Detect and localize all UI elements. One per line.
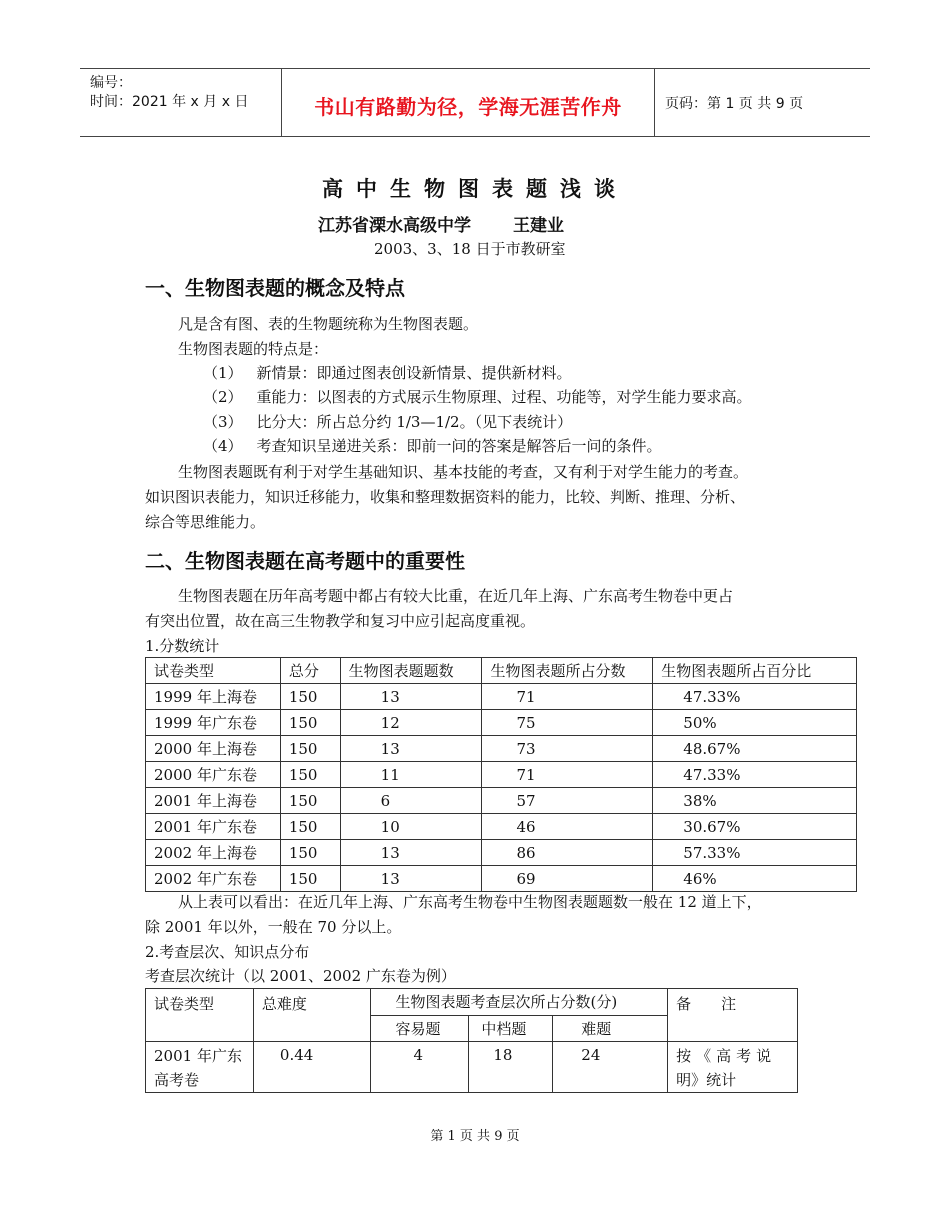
table-row bbox=[146, 684, 857, 710]
table-cell: 46 bbox=[482, 814, 653, 840]
table-row bbox=[146, 736, 857, 762]
section1-heading: 一、生物图表题的概念及特点 bbox=[145, 276, 405, 300]
list-item-text: 考查知识呈递进关系：即前一问的答案是解答后一问的条件。 bbox=[256, 437, 662, 455]
table-row bbox=[146, 710, 857, 736]
document-title: 高中生物图表题浅谈 bbox=[322, 177, 628, 201]
table-cell: 71 bbox=[482, 762, 653, 788]
column-header: 试卷类型 bbox=[146, 989, 254, 1042]
table-cell: 13 bbox=[340, 684, 482, 710]
table-cell: 48.67% bbox=[653, 736, 857, 762]
table-row bbox=[146, 866, 857, 892]
table-cell: 2002 年广东卷 bbox=[146, 866, 281, 892]
table-cell: 2000 年上海卷 bbox=[146, 736, 281, 762]
column-header: 容易题 bbox=[371, 1015, 469, 1042]
row-note-line2: 明》统计 bbox=[676, 1071, 737, 1089]
column-header: 总难度 bbox=[253, 989, 371, 1042]
level-table-caption: 考查层次统计（以 2001、2002 广东卷为例） bbox=[145, 967, 456, 985]
table-cell: 150 bbox=[280, 684, 340, 710]
table-cell: 0.44 bbox=[253, 1042, 371, 1093]
table-cell: 47.33% bbox=[653, 684, 857, 710]
table-row bbox=[146, 762, 857, 788]
level-stat-table bbox=[145, 988, 798, 1093]
table-cell: 12 bbox=[340, 710, 482, 736]
list-item-number: （1） bbox=[203, 364, 243, 382]
table-cell: 47.33% bbox=[653, 762, 857, 788]
table-cell: 4 bbox=[371, 1042, 469, 1093]
list-item bbox=[203, 411, 572, 432]
header-page-cell bbox=[655, 69, 870, 136]
table-cell: 150 bbox=[280, 762, 340, 788]
score-stat-table bbox=[145, 657, 857, 892]
row-note-line1: 按《高考说 bbox=[676, 1047, 777, 1065]
list-item bbox=[203, 386, 752, 407]
level-distribution-title: 2.考查层次、知识点分布 bbox=[145, 943, 310, 961]
table-cell bbox=[668, 1042, 798, 1093]
serial-label: 编号： bbox=[90, 75, 132, 91]
author-name: 王建业 bbox=[513, 216, 564, 236]
motto-text: 书山有路勤为径，学海无涯苦作舟 bbox=[314, 95, 622, 119]
document-date: 2003、3、18 日于市教研室 bbox=[374, 240, 566, 258]
column-header: 生物图表题题数 bbox=[340, 658, 482, 684]
table-cell: 11 bbox=[340, 762, 482, 788]
table-row bbox=[146, 1042, 798, 1093]
table-cell: 50% bbox=[653, 710, 857, 736]
header-meta-cell bbox=[80, 69, 282, 136]
table-row bbox=[146, 788, 857, 814]
column-header: 备 注 bbox=[668, 989, 798, 1042]
table-cell: 75 bbox=[482, 710, 653, 736]
table-cell: 1999 年广东卷 bbox=[146, 710, 281, 736]
table-cell bbox=[146, 1042, 254, 1093]
row-type-line1: 2001 年广东 bbox=[154, 1047, 242, 1065]
table-cell: 6 bbox=[340, 788, 482, 814]
page-header bbox=[80, 68, 870, 137]
table-cell: 150 bbox=[280, 840, 340, 866]
table-cell: 69 bbox=[482, 866, 653, 892]
section1-para2: 生物图表题的特点是： bbox=[178, 340, 329, 358]
table-cell: 2000 年广东卷 bbox=[146, 762, 281, 788]
list-item-text: 新情景：即通过图表创设新情景、提供新材料。 bbox=[256, 364, 572, 382]
section2-para2-line1: 从上表可以看出：在近几年上海、广东高考生物卷中生物图表题题数一般在 12 道上下， bbox=[178, 893, 762, 911]
section2-para1-line2: 有突出位置，故在高三生物教学和复习中应引起高度重视。 bbox=[145, 612, 536, 630]
table-cell: 150 bbox=[280, 866, 340, 892]
section2-para2-line2: 除 2001 年以外，一般在 70 分以上。 bbox=[145, 918, 402, 936]
section1-para3-line2: 如识图识表能力，知识迁移能力，收集和整理数据资料的能力，比较、判断、推理、分析、 bbox=[145, 488, 746, 506]
column-header: 试卷类型 bbox=[146, 658, 281, 684]
list-item-text: 重能力：以图表的方式展示生物原理、过程、功能等，对学生能力要求高。 bbox=[256, 388, 752, 406]
table-cell: 10 bbox=[340, 814, 482, 840]
table-cell: 18 bbox=[469, 1042, 553, 1093]
table-cell: 30.67% bbox=[653, 814, 857, 840]
list-item bbox=[203, 435, 662, 456]
list-item-number: （2） bbox=[203, 388, 243, 406]
section1-para3-line3: 综合等思维能力。 bbox=[145, 513, 266, 531]
table-cell: 2001 年上海卷 bbox=[146, 788, 281, 814]
table-cell: 38% bbox=[653, 788, 857, 814]
table-cell: 71 bbox=[482, 684, 653, 710]
page-footer: 第 1 页 共 9 页 bbox=[430, 1129, 520, 1144]
table-cell: 150 bbox=[280, 814, 340, 840]
row-type-line2: 高考卷 bbox=[154, 1071, 200, 1089]
section1-para1: 凡是含有图、表的生物题统称为生物图表题。 bbox=[178, 315, 479, 333]
score-stat-title: 1.分数统计 bbox=[145, 637, 220, 655]
column-header: 生物图表题所占分数 bbox=[482, 658, 653, 684]
table-cell: 57 bbox=[482, 788, 653, 814]
table-header-row bbox=[146, 658, 857, 684]
table-cell: 73 bbox=[482, 736, 653, 762]
time-label: 时间：2021 年 x 月 x 日 bbox=[90, 94, 249, 110]
column-header: 总分 bbox=[280, 658, 340, 684]
list-item-number: （3） bbox=[203, 413, 243, 431]
page-code: 页码：第 1 页 共 9 页 bbox=[665, 96, 804, 112]
table-cell: 13 bbox=[340, 866, 482, 892]
table-cell: 150 bbox=[280, 736, 340, 762]
table-cell: 46% bbox=[653, 866, 857, 892]
table-header-row bbox=[146, 989, 798, 1016]
school-name: 江苏省溧水高级中学 bbox=[318, 216, 471, 236]
table-cell: 2001 年广东卷 bbox=[146, 814, 281, 840]
list-item-number: （4） bbox=[203, 437, 243, 455]
list-item-text: 比分大：所占总分约 1/3—1/2。（见下表统计） bbox=[256, 413, 573, 431]
table-cell: 24 bbox=[553, 1042, 668, 1093]
section1-para3-line1: 生物图表题既有利于对学生基础知识、基本技能的考查，又有利于对学生能力的考查。 bbox=[178, 463, 749, 481]
table-cell: 150 bbox=[280, 788, 340, 814]
table-row bbox=[146, 814, 857, 840]
section2-heading: 二、生物图表题在高考题中的重要性 bbox=[145, 549, 465, 573]
section2-para1-line1: 生物图表题在历年高考题中都占有较大比重，在近几年上海、广东高考生物卷中更占 bbox=[178, 587, 734, 605]
table-cell: 150 bbox=[280, 710, 340, 736]
table-cell: 57.33% bbox=[653, 840, 857, 866]
table-cell: 86 bbox=[482, 840, 653, 866]
column-header: 生物图表题考查层次所占分数(分) bbox=[371, 989, 668, 1016]
header-motto-cell bbox=[282, 69, 655, 136]
table-cell: 2002 年上海卷 bbox=[146, 840, 281, 866]
column-header: 生物图表题所占百分比 bbox=[653, 658, 857, 684]
table-cell: 1999 年上海卷 bbox=[146, 684, 281, 710]
column-header: 难题 bbox=[553, 1015, 668, 1042]
list-item bbox=[203, 362, 572, 383]
table-cell: 13 bbox=[340, 840, 482, 866]
author-line bbox=[318, 211, 564, 236]
column-header: 中档题 bbox=[469, 1015, 553, 1042]
table-cell: 13 bbox=[340, 736, 482, 762]
table-row bbox=[146, 840, 857, 866]
